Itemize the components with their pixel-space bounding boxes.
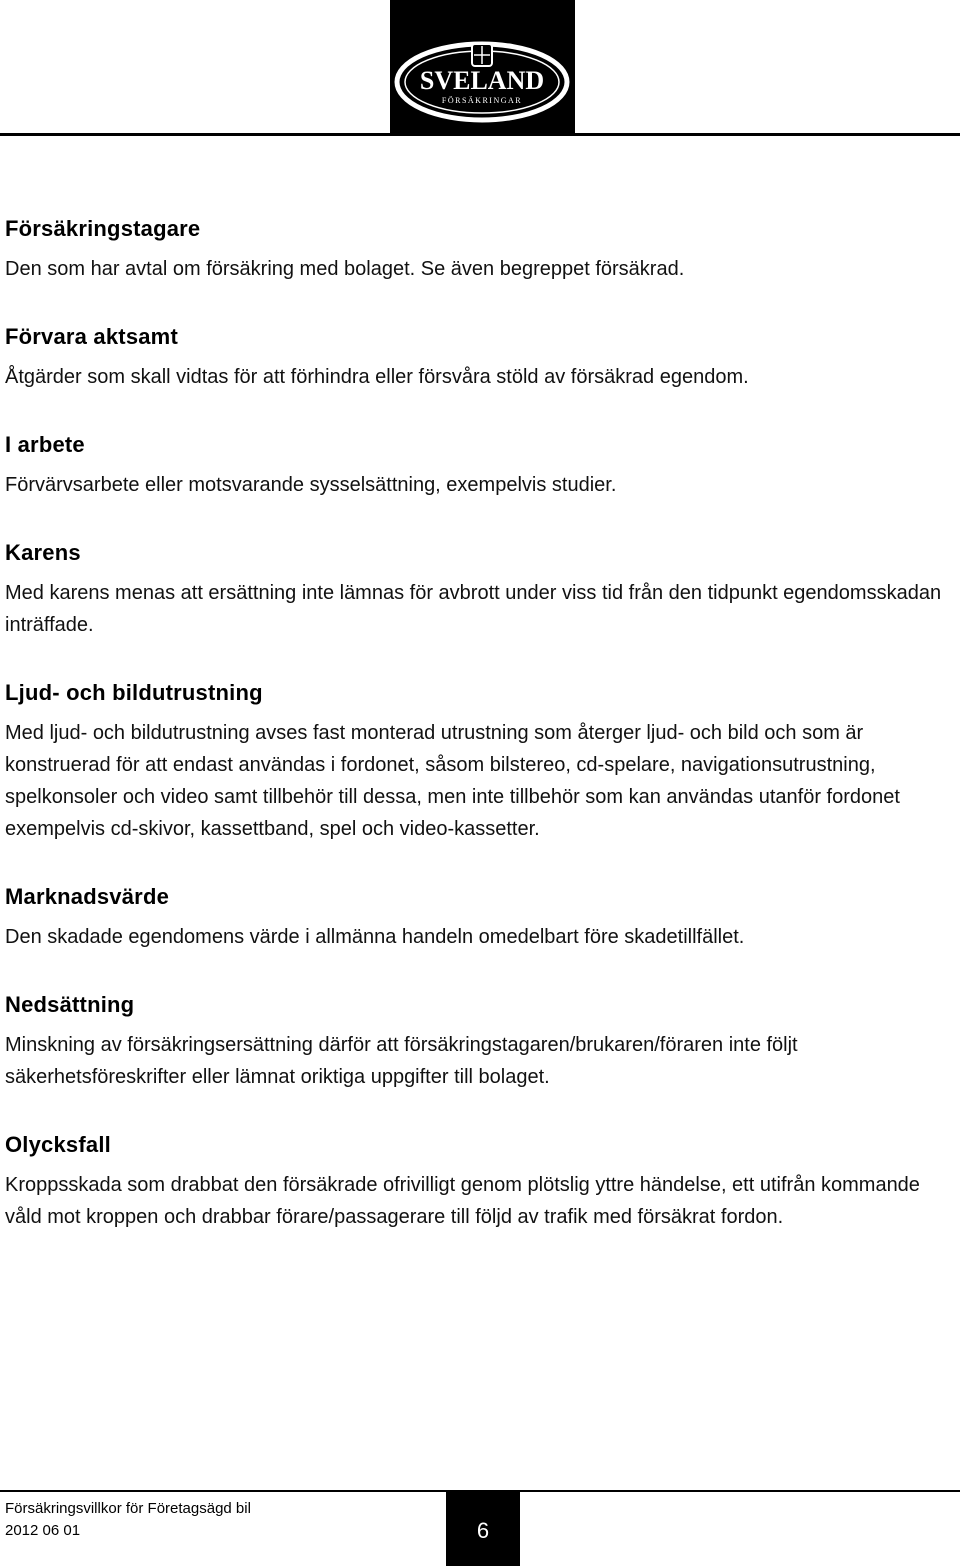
sveland-logo bbox=[390, 0, 575, 136]
definition-title: Nedsättning bbox=[5, 992, 135, 1017]
definition-item bbox=[5, 989, 957, 1093]
sveland-logo-graphic bbox=[390, 0, 575, 136]
definition-title: Ljud- och bildutrustning bbox=[5, 680, 263, 705]
footer-document-title: Försäkringsvillkor för Företagsägd bil bbox=[5, 1500, 251, 1517]
definition-item bbox=[5, 213, 957, 285]
definition-item bbox=[5, 677, 957, 845]
header-divider bbox=[0, 133, 960, 136]
footer-date: 2012 06 01 bbox=[5, 1522, 81, 1539]
logo-subtext: FÖRSÄKRINGAR bbox=[441, 96, 523, 105]
definition-item bbox=[5, 1129, 957, 1233]
definition-text: Med ljud- och bildutrustning avses fast monterad utrustning som återger ljud- och bild och som är konstruerad för att endast användas i fordonet, såsom bilstereo, cd-spelare, navigationsutrustning, spelkonsoler och video samt tillbehör till dessa, men inte tillbehör som kan användas utanför fordonet exempelvis cd-skivor, kassettband, spel och video-kassetter. bbox=[5, 722, 900, 840]
definition-title: I arbete bbox=[5, 432, 85, 457]
logo-text: SVELAND bbox=[419, 66, 545, 95]
definition-text: Med karens menas att ersättning inte lämnas för avbrott under viss tid från den tidpunkt egendomsskadan inträffade. bbox=[5, 582, 942, 636]
definition-item bbox=[5, 429, 957, 501]
page-number-box bbox=[446, 1490, 520, 1566]
definition-title: Förvara aktsamt bbox=[5, 324, 178, 349]
definition-title: Karens bbox=[5, 540, 81, 565]
definition-text: Den som har avtal om försäkring med bolaget. Se även begreppet försäkrad. bbox=[5, 258, 685, 280]
definition-text: Kroppsskada som drabbat den försäkrade ofrivilligt genom plötslig yttre händelse, ett utifrån kommande våld mot kroppen och drabbar förare/passagerare till följd av trafik med försäkrat fordon. bbox=[5, 1174, 920, 1228]
definition-title: Olycksfall bbox=[5, 1132, 111, 1157]
definition-text: Förvärvsarbete eller motsvarande sysselsättning, exempelvis studier. bbox=[5, 474, 617, 496]
definition-text: Den skadade egendomens värde i allmänna handeln omedelbart före skadetillfället. bbox=[5, 926, 745, 948]
definition-item bbox=[5, 321, 957, 393]
definition-text: Minskning av försäkringsersättning därför att försäkringstagaren/brukaren/föraren inte följt säkerhetsföreskrifter eller lämnat oriktiga uppgifter till bolaget. bbox=[5, 1034, 798, 1088]
definitions-list bbox=[5, 213, 957, 1269]
definition-item bbox=[5, 881, 957, 953]
definition-text: Åtgärder som skall vidtas för att förhindra eller försvåra stöld av försäkrad egendom. bbox=[5, 366, 749, 388]
definition-title: Försäkringstagare bbox=[5, 216, 201, 241]
definition-item bbox=[5, 537, 957, 641]
definition-title: Marknadsvärde bbox=[5, 884, 170, 909]
page-number: 6 bbox=[476, 1518, 490, 1543]
